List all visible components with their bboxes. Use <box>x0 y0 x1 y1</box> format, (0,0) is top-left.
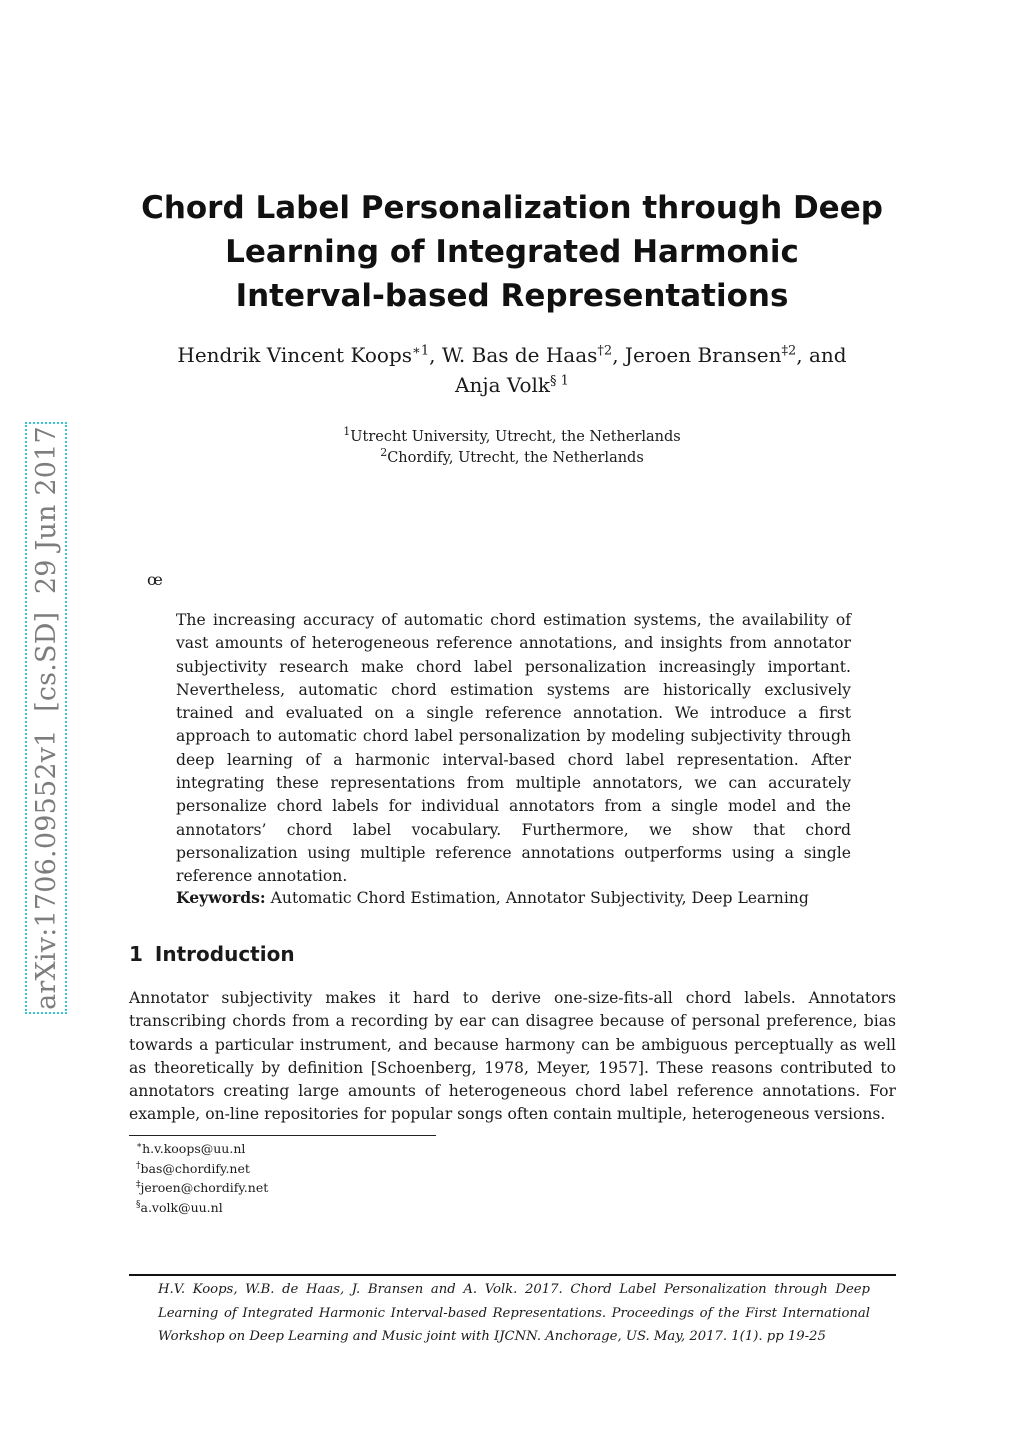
citation-divider <box>129 1274 896 1276</box>
keywords-text: Automatic Chord Estimation, Annotator Subjectivity, Deep Learning <box>270 889 809 907</box>
footnotes <box>136 1139 268 1217</box>
footnote-email: jeroen@chordify.net <box>140 1180 269 1195</box>
footnote <box>136 1198 268 1218</box>
author-line <box>112 370 912 400</box>
footnote-mark: § <box>136 1199 141 1210</box>
footnote-email: a.volk@uu.nl <box>140 1199 223 1215</box>
keywords-label: Keywords: <box>176 888 266 907</box>
keywords <box>176 886 866 910</box>
author-line: Hendrik Vincent Koops$^{∗1}$, W. Bas de Haas$^{\dagger 2}$, Jeroen Bransen$^{\ddagger 2}$, and <box>177 343 847 367</box>
arxiv-stamp <box>25 422 67 1014</box>
section-number: 1 <box>129 942 143 966</box>
title-line: Interval-based Representations <box>235 278 789 314</box>
footnote-email: h.v.koops@uu.nl <box>142 1141 246 1156</box>
affiliation-text: Chordify, Utrecht, the Netherlands <box>387 450 644 466</box>
title-line: Chord Label Personalization through Deep <box>141 190 883 226</box>
affiliation-number: 2 <box>380 446 388 460</box>
footnote <box>136 1178 268 1198</box>
author-name: Jeroen Bransen <box>624 343 782 367</box>
citation-block: H.V. Koops, W.B. de Haas, J. Bransen and A. Volk. 2017. Chord Label Personalization through Deep Learning of Integrated Harmonic Interval-based Representations. Proceedings of the First International Workshop on Deep Learning and Music joint with IJCNN. Anchorage, US. May, 2017. 1(1). pp 19-25 <box>158 1282 870 1344</box>
footnote-mark: ∗ <box>136 1140 143 1151</box>
author-name: Hendrik Vincent Koops <box>177 343 413 367</box>
affiliation-text: Utrecht University, Utrecht, the Netherlands <box>350 429 681 445</box>
affiliation <box>112 427 912 448</box>
affiliation <box>112 448 912 469</box>
intro-paragraph: Annotator subjectivity makes it hard to derive one-size-fits-all chord labels. Annotators transcribing chords from a recording by ear can disagree because of personal preference, bias towards a particular instrument, and because harmony can be ambiguous perceptually as well as theoretically by definition [Schoenberg, 1978, Meyer, 1957]. These reasons contributed to annotators creating large amounts of heterogeneous chord label reference annotations. For example, on-line repositories for popular songs often contain multiple, heterogeneous versions. <box>129 989 896 1124</box>
title-line: Learning of Integrated Harmonic <box>225 234 799 270</box>
footnote-mark: † <box>136 1160 141 1171</box>
author-list <box>112 340 912 400</box>
author-marker: ∗1 <box>412 343 430 359</box>
affiliation-number: 1 <box>343 425 351 439</box>
paper-title <box>112 186 912 318</box>
author-marker: § 1 <box>550 373 569 389</box>
footnote <box>136 1159 268 1179</box>
section-title: Introduction <box>154 942 295 966</box>
footnote-divider <box>129 1135 436 1136</box>
abstract: The increasing accuracy of automatic chord estimation systems, the availability of vast amounts of heterogeneous reference annotations, and insights from annotator subjectivity research make chord label personalization increasingly important. Nevertheless, automatic chord estimation systems are historically exclusively trained and evaluated on a single reference annotation. We introduce a first approach to automatic chord label personalization by modeling subjectivity through deep learning of a harmonic interval-based chord label representation. After integrating these representations from multiple annotators, we can accurately personalize chord labels for individual annotators from a single model and the annotators’ chord label vocabulary. Furthermore, we show that chord personalization using multiple reference annotations outperforms using a single reference annotation. <box>176 611 851 886</box>
footnote-email: bas@chordify.net <box>140 1160 250 1176</box>
author-marker: ‡2 <box>781 343 797 359</box>
footnote-mark: ‡ <box>136 1179 141 1190</box>
affiliation-list <box>112 427 912 469</box>
arxiv-id: arXiv:1706.09552v1 [cs.SD] 29 Jun 2017 <box>30 426 62 1010</box>
author-name: W. Bas de Haas <box>441 343 598 367</box>
author-name: Anja Volk <box>455 373 551 397</box>
stray-glyph: œ <box>147 570 163 589</box>
section-heading <box>129 940 295 968</box>
footnote <box>136 1139 268 1159</box>
author-marker: †2 <box>597 343 613 359</box>
author-conjunction: and <box>809 343 847 367</box>
